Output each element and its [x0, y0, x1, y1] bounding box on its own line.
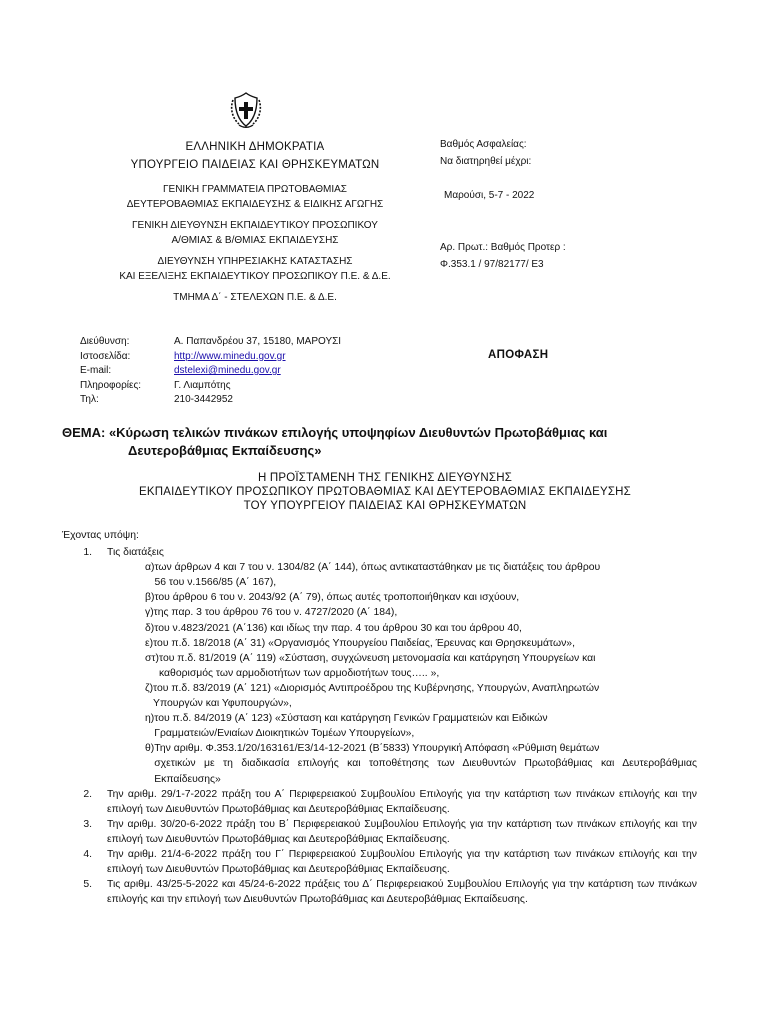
provision-text: του ν.4823/2021 (Α΄136) και ιδίως την παρ. 4 του άρθρου 30 και του άρθρου 40,: [154, 622, 522, 634]
contact-link[interactable]: dstelexi@minedu.gov.gr: [174, 365, 281, 376]
provision-text: του π.δ. 84/2019 (Α΄ 123) «Σύσταση και κατάργηση Γενικών Γραμματειών και Ειδικών Γραμματειών/Ενιαίων Διοικητικών Τομέων Υπουργείων»,: [154, 711, 697, 741]
department-name: ΤΜΗΜΑ Δ΄ - ΣΤΕΛΕΧΩΝ Π.Ε. & Δ.Ε.: [173, 292, 337, 303]
provision-item: [62, 636, 697, 651]
contact-label: Ιστοσελίδα:: [80, 350, 131, 362]
provision-letter: γ): [145, 607, 154, 619]
contact-details: [80, 335, 341, 408]
provision-letter: ζ): [145, 682, 154, 694]
item-number: 2.: [83, 788, 92, 800]
item-number: 1.: [83, 547, 92, 559]
list-item: [62, 545, 697, 560]
contact-label: E-mail:: [80, 365, 112, 376]
considering-intro: Έχοντας υπόψη:: [62, 530, 139, 541]
contact-row: [80, 379, 341, 394]
list-item: [62, 787, 697, 817]
provision-text: του π.δ. 81/2019 (Α΄ 119) «Σύσταση, συγχώνευση μετονομασία και κατάργηση Υπουργείων και καθορισμός των αρμοδιοτήτων των αρμοδιοτήτων τους….. »,: [159, 651, 697, 681]
item-text: Την αριθμ. 21/4-6-2022 πράξη του Γ΄ Περιφερειακού Συμβουλίου Επιλογής για την κατάρτιση των πινάκων επιλογής και την επιλογή των Διευθυντών Πρωτοβάθμιας και Δευτεροβάθμιας Εκπαίδευσης.: [107, 848, 697, 876]
general-directorate-line-2: Α/ΘΜΙΑΣ & Β/ΘΜΙΑΣ ΕΚΠΑΙΔΕΥΣΗΣ: [171, 234, 339, 246]
provisions-list: [62, 560, 697, 786]
provision-continuation: 56 του ν.1566/85 (Α΄ 167),: [154, 577, 277, 589]
greek-coat-of-arms-icon: [227, 90, 265, 130]
item-text: Την αριθμ. 29/1-7-2022 πράξη του Α΄ Περιφερειακού Συμβουλίου Επιλογής για την κατάρτιση των πινάκων επιλογής και την επιλογή των Διευθυντών Πρωτοβάθμιας και Δευτεροβάθμιας Εκπαίδευσης.: [107, 788, 697, 815]
retain-until: Να διατηρηθεί μέχρι:: [440, 156, 532, 167]
provision-item: [62, 681, 697, 711]
item-number: 5.: [83, 879, 92, 891]
directorate-line-2: ΚΑΙ ΕΞΕΛΙΞΗΣ ΕΚΠΑΙΔΕΥΤΙΚΟΥ ΠΡΟΣΩΠΙΚΟΥ Π.Ε. & Δ.Ε.: [119, 270, 391, 282]
item-text: Τις διατάξεις: [107, 547, 164, 559]
provision-text: του άρθρου 6 του ν. 2043/92 (Α΄ 79), όπως αυτές τροποποιήθηκαν και ισχύουν,: [154, 592, 520, 604]
general-directorate-line-1: ΓΕΝΙΚΗ ΔΙΕΥΘΥΝΣΗ ΕΚΠΑΙΔΕΥΤΙΚΟΥ ΠΡΟΣΩΠΙΚΟΥ: [132, 220, 378, 231]
item-text: Την αριθμ. 30/20-6-2022 πράξη του Β΄ Περιφερειακού Συμβουλίου Επιλογής για την κατάρτιση των πινάκων επιλογής και την επιλογή των Διευθυντών Πρωτοβάθμιας και Δευτεροβάθμιας Εκπαίδευσης.: [107, 818, 697, 845]
contact-row: [80, 364, 341, 379]
provision-text: των άρθρων 4 και 7 του ν. 1304/82 (Α΄ 144), όπως αντικαταστάθηκαν με τις διατάξεις του άρθρου 56 του ν.1566/85 (Α΄ 167),: [154, 560, 697, 590]
item-number: 3.: [83, 818, 92, 830]
protocol-label: Αρ. Πρωτ.: Βαθμός Προτερ :: [440, 242, 566, 253]
contact-label: Τηλ:: [80, 394, 99, 405]
subject-line-1: ΘΕΜΑ: «Κύρωση τελικών πινάκων επιλογής υποψηφίων Διευθυντών Πρωτοβάθμιας και: [62, 425, 608, 440]
provision-item: [62, 741, 697, 786]
provision-item: [62, 605, 697, 620]
provision-text: του π.δ. 18/2018 (Α΄ 31) «Οργανισμός Υπουργείου Παιδείας, Έρευνας και Θρησκευμάτων»,: [153, 637, 575, 649]
list-item: [62, 847, 697, 877]
provision-letter: α): [145, 562, 155, 574]
provision-item: [62, 711, 697, 741]
secretariat-line-1: ΓΕΝΙΚΗ ΓΡΑΜΜΑΤΕΙΑ ΠΡΩΤΟΒΑΘΜΙΑΣ: [163, 184, 347, 195]
item-text: Τις αριθμ. 43/25-5-2022 και 45/24-6-2022 πράξεις του Δ΄ Περιφερειακού Συμβουλίου Επιλογής για την κατάρτιση των πινάκων επιλογής και την επιλογή των Διευθυντών Πρωτοβάθμιας και Δευτεροβάθμιας Εκπαίδευσης.: [107, 879, 697, 906]
contact-value: Α. Παπανδρέου 37, 15180, ΜΑΡΟΥΣΙ: [174, 336, 342, 347]
protocol-number: Φ.353.1 / 97/82177/ Ε3: [440, 259, 544, 270]
decision-title: ΑΠΟΦΑΣΗ: [488, 349, 549, 361]
contact-link[interactable]: http://www.minedu.gov.gr: [174, 350, 286, 362]
security-level: Βαθμός Ασφαλείας:: [440, 139, 527, 150]
contact-label: Πληροφορίες:: [80, 379, 142, 391]
authority-line-3: ΤΟΥ ΥΠΟΥΡΓΕΙΟΥ ΠΑΙΔΕΙΑΣ ΚΑΙ ΘΡΗΣΚΕΥΜΑΤΩΝ: [243, 500, 527, 512]
issuer-header: [60, 140, 450, 306]
provision-letter: στ): [145, 652, 159, 664]
directorate-line-1: ΔΙΕΥΘΥΝΣΗ ΥΠΗΡΕΣΙΑΚΗΣ ΚΑΤΑΣΤΑΣΗΣ: [157, 256, 353, 267]
contact-row: [80, 350, 341, 365]
contact-row: [80, 335, 341, 350]
authority-line-1: Η ΠΡΟΪΣΤΑΜΕΝΗ ΤΗΣ ΓΕΝΙΚΗΣ ΔΙΕΥΘΥΝΣΗΣ: [257, 472, 513, 484]
subject-heading: [62, 424, 712, 460]
provision-text: του π.δ. 83/2019 (Α΄ 121) «Διορισμός Αντιπροέδρου της Κυβέρνησης, Υπουργών, Αναπληρωτών Υπουργών και Υφυπουργών»,: [153, 681, 697, 711]
subject-line-2: Δευτεροβάθμιας Εκπαίδευσης»: [128, 443, 322, 458]
provision-item: [62, 651, 697, 681]
place-and-date: Μαρούσι, 5-7 - 2022: [444, 190, 535, 201]
acts-list: [62, 787, 697, 908]
provision-item: [62, 590, 697, 605]
provision-letter: η): [145, 713, 155, 725]
contact-value: Γ. Λιαμπότης: [174, 379, 231, 391]
provision-continuation: Γραμματειών/Ενιαίων Διοικητικών Τομέων Υπουργείων»,: [154, 728, 415, 740]
provision-continuation: Υπουργών και Υφυπουργών»,: [153, 698, 292, 710]
issuing-authority: [60, 471, 710, 513]
contact-row: [80, 393, 341, 408]
contact-value: 210-3442952: [174, 394, 233, 405]
provision-letter: ε): [145, 637, 154, 649]
provision-text: της παρ. 3 του άρθρου 76 του ν. 4727/2020 (Α΄ 184),: [153, 607, 398, 619]
item-number: 4.: [83, 848, 92, 860]
decision-body: [62, 528, 697, 907]
provision-letter: θ): [145, 743, 155, 755]
contact-label: Διεύθυνση:: [80, 336, 130, 347]
authority-line-2: ΕΚΠΑΙΔΕΥΤΙΚΟΥ ΠΡΟΣΩΠΙΚΟΥ ΠΡΩΤΟΒΑΘΜΙΑΣ ΚΑΙ ΔΕΥΤΕΡΟΒΑΘΜΙΑΣ ΕΚΠΑΙΔΕΥΣΗΣ: [139, 486, 631, 498]
ministry-name: ΥΠΟΥΡΓΕΙΟ ΠΑΙΔΕΙΑΣ ΚΑΙ ΘΡΗΣΚΕΥΜΑΤΩΝ: [130, 158, 380, 171]
secretariat-line-2: ΔΕΥΤΕΡΟΒΑΘΜΙΑΣ ΕΚΠΑΙΔΕΥΣΗΣ & ΕΙΔΙΚΗΣ ΑΓΩΓΗΣ: [126, 198, 384, 210]
provision-item: [62, 621, 697, 636]
provision-letter: δ): [145, 622, 155, 634]
provision-continuation: σχετικών με τη διαδικασία επιλογής και τοποθέτησης των Διευθυντών Πρωτοβάθμιας και Δευτεροβάθμιας Εκπαίδευσης»: [154, 758, 697, 785]
list-item: [62, 877, 697, 907]
list-item: [62, 817, 697, 847]
country-name: ΕΛΛΗΝΙΚΗ ΔΗΜΟΚΡΑΤΙΑ: [185, 141, 325, 153]
provision-letter: β): [145, 592, 155, 604]
provision-item: [62, 560, 697, 590]
provision-text: Την αριθμ. Φ.353.1/20/163161/Ε3/14-12-2021 (Β΄5833) Υπουργική Απόφαση «Ρύθμιση θεμάτων σχετικών με τη διαδικασία επιλογής και τοποθέτησης των Διευθυντών Πρωτοβάθμιας και Δευτεροβάθμιας Εκπαίδευσης»: [154, 741, 697, 786]
provision-continuation: καθορισμός των αρμοδιοτήτων των αρμοδιοτήτων τους….. »,: [158, 667, 440, 679]
